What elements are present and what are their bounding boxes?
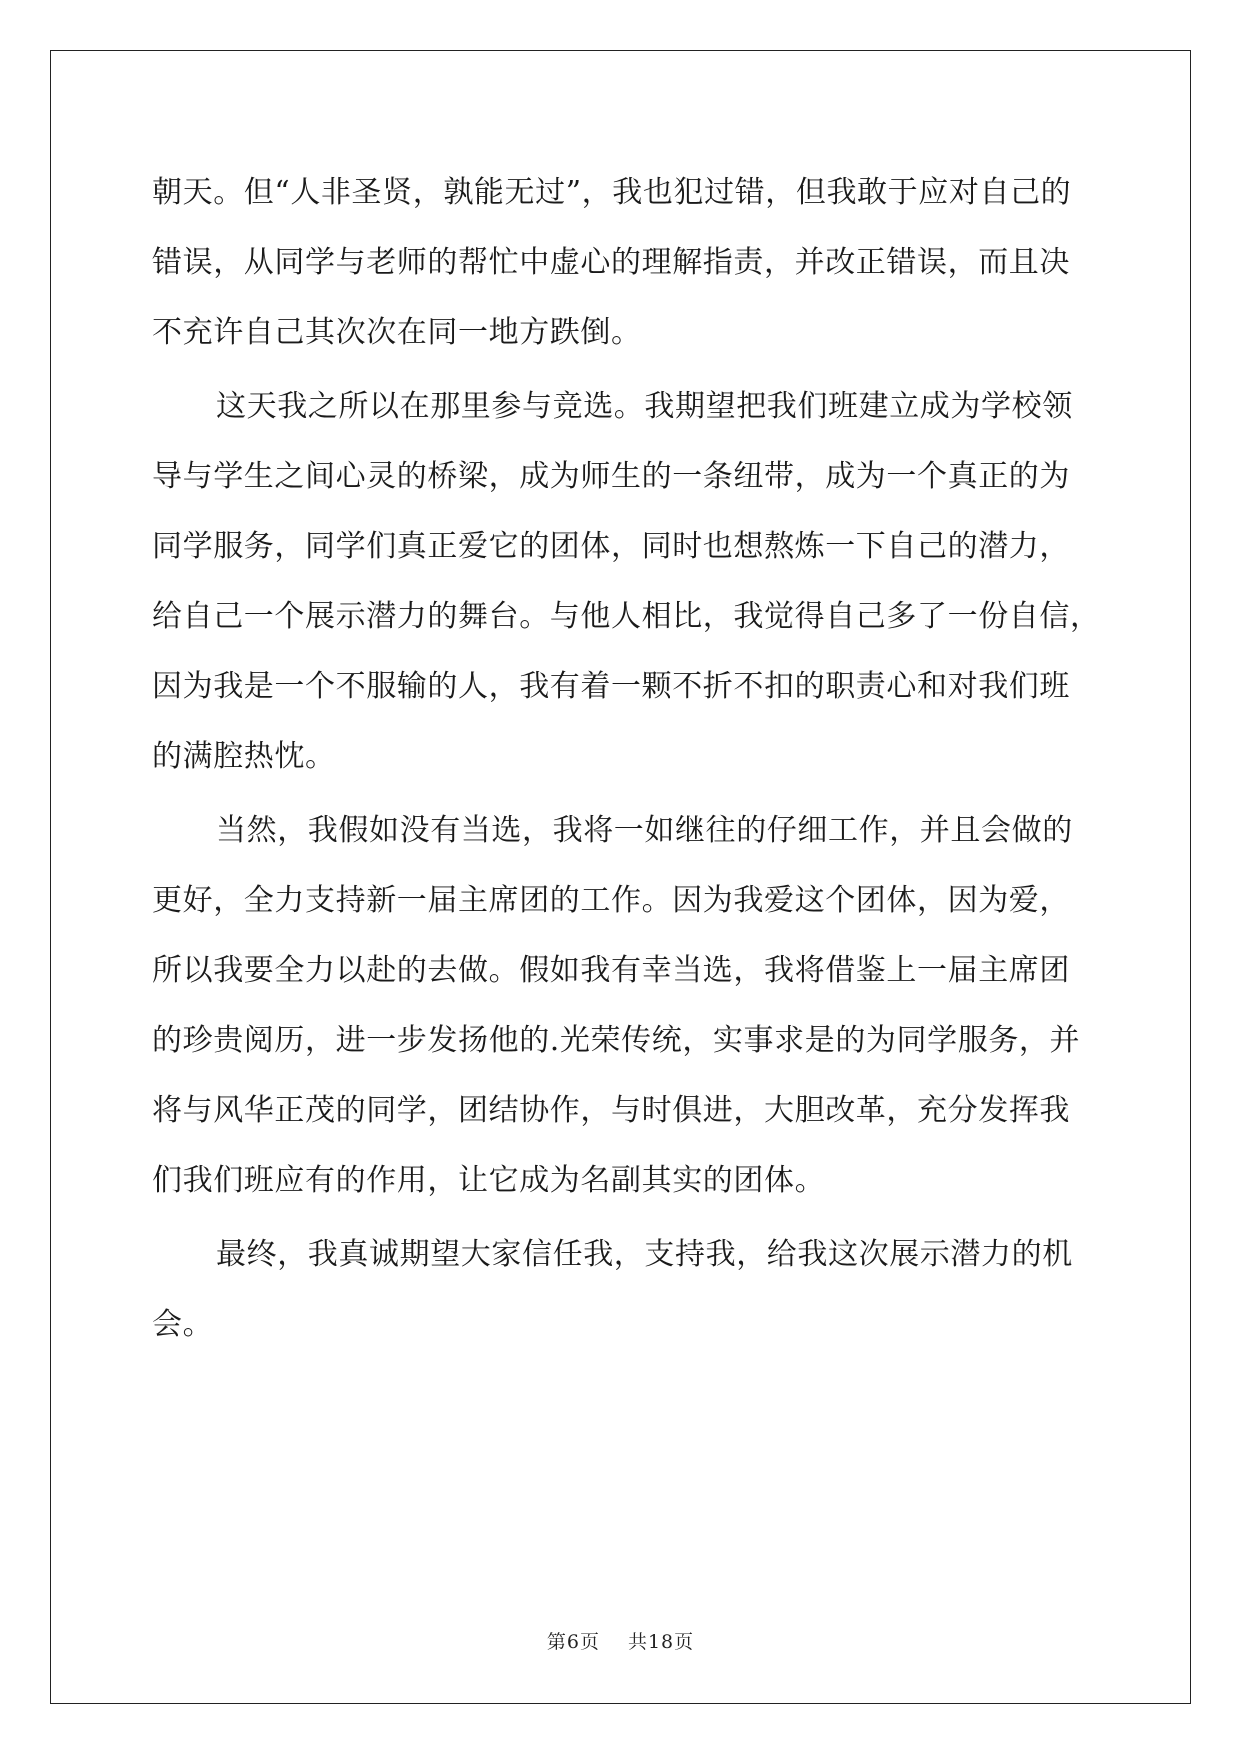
- page-footer: [0, 1627, 1241, 1654]
- current-page-number: 第6页: [546, 1631, 600, 1653]
- paragraph-first-line: 最终，我真诚期望大家信任我，支持我，给我这次展示潜力的机: [216, 1237, 1073, 1272]
- paragraph-line: 错误，从同学与老师的帮忙中虚心的理解指责，并改正错误，而且决: [152, 245, 1070, 280]
- document-body: [152, 158, 1101, 1360]
- paragraph-first-line: 当然，我假如没有当选，我将一如继往的仔细工作，并且会做的: [216, 813, 1073, 848]
- paragraph-line: 不充许自己其次次在同一地方跌倒。: [152, 315, 642, 350]
- paragraph-line: 的满腔热忱。: [152, 739, 336, 774]
- paragraph-line: 将与风华正茂的同学，团结协作，与时俱进，大胆改革，充分发挥我: [152, 1093, 1070, 1128]
- paragraph-line: 们我们班应有的作用，让它成为名副其实的团体。: [152, 1163, 826, 1198]
- paragraph-line: 会。: [152, 1307, 214, 1342]
- paragraph-line: 朝天。但“人非圣贤，孰能无过”，我也犯过错，但我敢于应对自己的: [152, 175, 1072, 210]
- paragraph-line: 所以我要全力以赴的去做。假如我有幸当选，我将借鉴上一届主席团: [152, 953, 1070, 988]
- total-pages: 共18页: [627, 1631, 695, 1653]
- paragraph-first-line: 这天我之所以在那里参与竞选。我期望把我们班建立成为学校领: [216, 389, 1073, 424]
- paragraph-line: 更好，全力支持新一届主席团的工作。因为我爱这个团体，因为爱，: [152, 883, 1070, 918]
- paragraph-line: 给自己一个展示潜力的舞台。与他人相比，我觉得自己多了一份自信，: [152, 599, 1101, 634]
- paragraph-line: 导与学生之间心灵的桥梁，成为师生的一条纽带，成为一个真正的为: [152, 459, 1070, 494]
- paragraph-line: 的珍贵阅历，进一步发扬他的.光荣传统，实事求是的为同学服务，并: [152, 1023, 1081, 1058]
- paragraph-line: 同学服务，同学们真正爱它的团体，同时也想熬炼一下自己的潜力，: [152, 529, 1070, 564]
- paragraph-line: 因为我是一个不服输的人，我有着一颗不折不扣的职责心和对我们班: [152, 669, 1070, 704]
